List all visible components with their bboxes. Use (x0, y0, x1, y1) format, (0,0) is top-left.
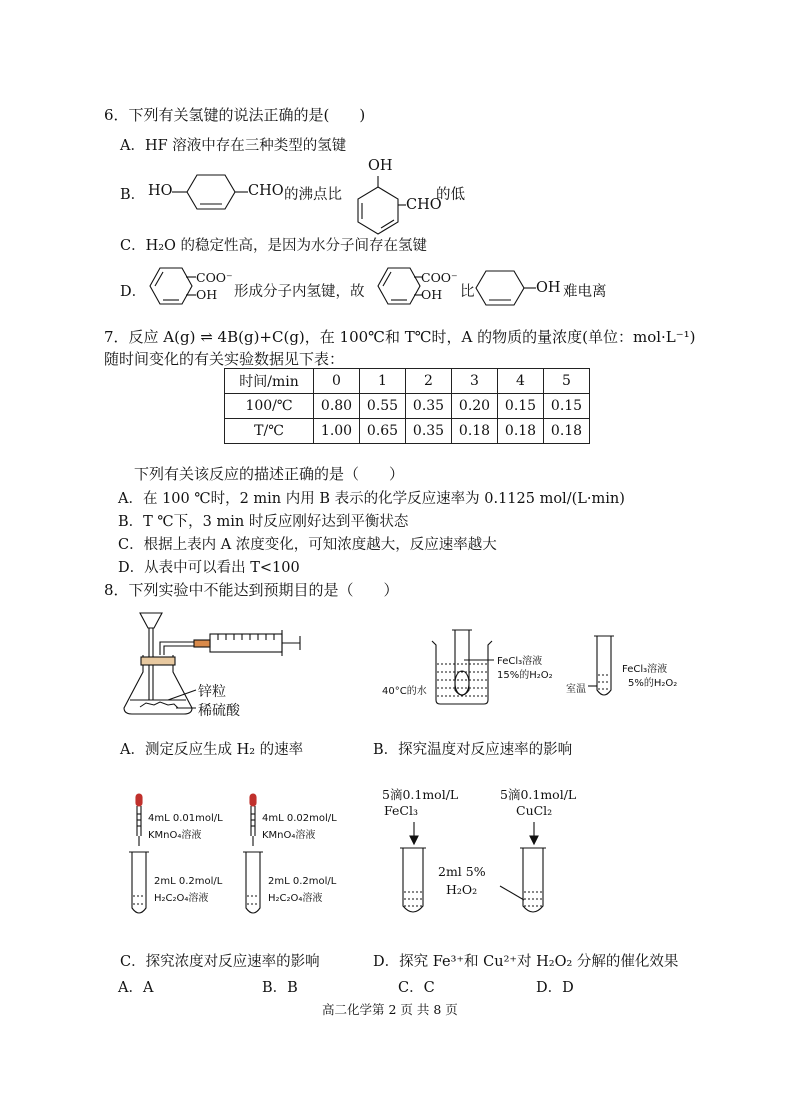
fig-c-o2-l2: H₂C₂O₄溶液 (268, 893, 323, 904)
table-cell: 0 (314, 369, 360, 394)
fig-d-mid-l2: H₂O₂ (446, 882, 478, 897)
page-footer: 高二化学第 2 页 共 8 页 (322, 1002, 458, 1017)
fig-b-sol2-l2: 5%的H₂O₂ (628, 678, 678, 689)
table-cell: 2 (406, 369, 452, 394)
table-cell: 100/℃ (225, 394, 314, 419)
table-cell: 1.00 (314, 419, 360, 444)
q6-b-mid: 的沸点比 (284, 187, 342, 203)
q7-option-b: B．T ℃下，3 min 时反应刚好达到平衡状态 (118, 514, 409, 530)
q6-d-oh1: OH (196, 287, 218, 302)
fig-b-sol2-l1: FeCl₃溶液 (622, 664, 668, 675)
fig-b-caption: B．探究温度对反应速率的影响 (373, 742, 573, 758)
table-cell: 0.65 (360, 419, 406, 444)
table-cell: 0.18 (544, 419, 590, 444)
fig-b-room-label: 室温 (566, 684, 586, 695)
fig-c-k1-l2: KMnO₄溶液 (148, 830, 202, 841)
q6-stem: 6．下列有关氢键的说法正确的是( ) (104, 106, 366, 124)
q7-question: 下列有关该反应的描述正确的是（ ） (134, 465, 405, 483)
fig-d-right-l2: CuCl₂ (516, 803, 553, 818)
fig-c-o1-l2: H₂C₂O₄溶液 (154, 893, 209, 904)
table-cell: 0.15 (498, 394, 544, 419)
q7-stem-line2: 随时间变化的有关实验数据见下表： (104, 350, 345, 368)
q6-b-end: 的低 (436, 187, 465, 203)
q6-d-bi: 比 (460, 284, 475, 300)
fig-c-k2-l2: KMnO₄溶液 (262, 830, 316, 841)
fig-b-sol1-l2: 15%的H₂O₂ (497, 670, 553, 681)
q6-d-oh3: OH (536, 280, 561, 296)
q7-option-c: C．根据上表内 A 浓度变化，可知浓度越大，反应速率越大 (118, 537, 497, 553)
q6-d-coo2: COO⁻ (421, 270, 458, 285)
q6-d-end: 难电离 (563, 284, 607, 300)
q8-choice-c: C．C (398, 980, 435, 996)
fig-b-water-label: 40°C的水 (382, 686, 427, 697)
q8-choice-a: A．A (118, 980, 154, 996)
table-cell: 0.20 (452, 394, 498, 419)
q6-b-oh: OH (368, 158, 393, 174)
q6-option-c: C．H₂O 的稳定性高，是因为水分子间存在氢键 (120, 238, 428, 254)
q8-choice-b: B．B (262, 980, 298, 996)
q6-option-a: A．HF 溶液中存在三种类型的氢键 (120, 138, 347, 154)
fig-c-o1-l1: 2mL 0.2mol/L (154, 876, 223, 887)
table-cell: 0.15 (544, 394, 590, 419)
q6-b-ho: HO (148, 183, 173, 199)
q6-d-coo1: COO⁻ (196, 270, 233, 285)
table-cell: 5 (544, 369, 590, 394)
table-cell: 4 (498, 369, 544, 394)
table-cell: 0.80 (314, 394, 360, 419)
q7-option-a: A．在 100 ℃时，2 min 内用 B 表示的化学反应速率为 0.1125 mol/(L·min) (118, 491, 625, 507)
fig-b-sol1-l1: FeCl₃溶液 (497, 656, 543, 667)
fig-d-mid-l1: 2ml 5% (438, 864, 486, 879)
q7-option-d: D．从表中可以看出 T<100 (118, 560, 300, 576)
table-cell: 1 (360, 369, 406, 394)
fig-c-k2-l1: 4mL 0.02mol/L (262, 813, 337, 824)
table-cell: 0.55 (360, 394, 406, 419)
fig-c-o2-l1: 2mL 0.2mol/L (268, 876, 337, 887)
table-cell: T/℃ (225, 419, 314, 444)
q8-stem: 8．下列实验中不能达到预期目的是（ ） (104, 581, 399, 599)
fig-a-zinc-label: 锌粒 (198, 684, 226, 700)
q7-stem-line1: 7．反应 A(g) ⇌ 4B(g)+C(g)，在 100℃和 T℃时，A 的物质的量浓度(单位：mol·L⁻¹) (104, 328, 696, 346)
fig-d-left-l2: FeCl₃ (384, 803, 418, 818)
fig-c-k1-l1: 4mL 0.01mol/L (148, 813, 223, 824)
table-cell: 0.35 (406, 394, 452, 419)
q6-d-oh2: OH (421, 287, 443, 302)
q6-b-cho2: CHO (406, 197, 442, 213)
q6-b-cho1: CHO (248, 183, 284, 199)
q6-option-d-label: D． (120, 284, 147, 300)
fig-c-caption: C．探究浓度对反应速率的影响 (120, 954, 320, 970)
q6-option-b-label: B． (120, 187, 146, 203)
fig-a-acid-label: 稀硫酸 (198, 703, 240, 719)
fig-d-caption: D．探究 Fe³⁺和 Cu²⁺对 H₂O₂ 分解的催化效果 (373, 954, 679, 970)
table-cell: 3 (452, 369, 498, 394)
q8-choice-d: D．D (536, 980, 574, 996)
table-cell: 时间/min (225, 369, 314, 394)
q6-d-mid: 形成分子内氢键，故 (234, 284, 365, 300)
table-cell: 0.18 (498, 419, 544, 444)
table-cell: 0.35 (406, 419, 452, 444)
fig-d-left-l1: 5滴0.1mol/L (382, 787, 459, 802)
fig-d-right-l1: 5滴0.1mol/L (500, 787, 577, 802)
table-cell: 0.18 (452, 419, 498, 444)
fig-a-caption: A．测定反应生成 H₂ 的速率 (120, 742, 304, 758)
